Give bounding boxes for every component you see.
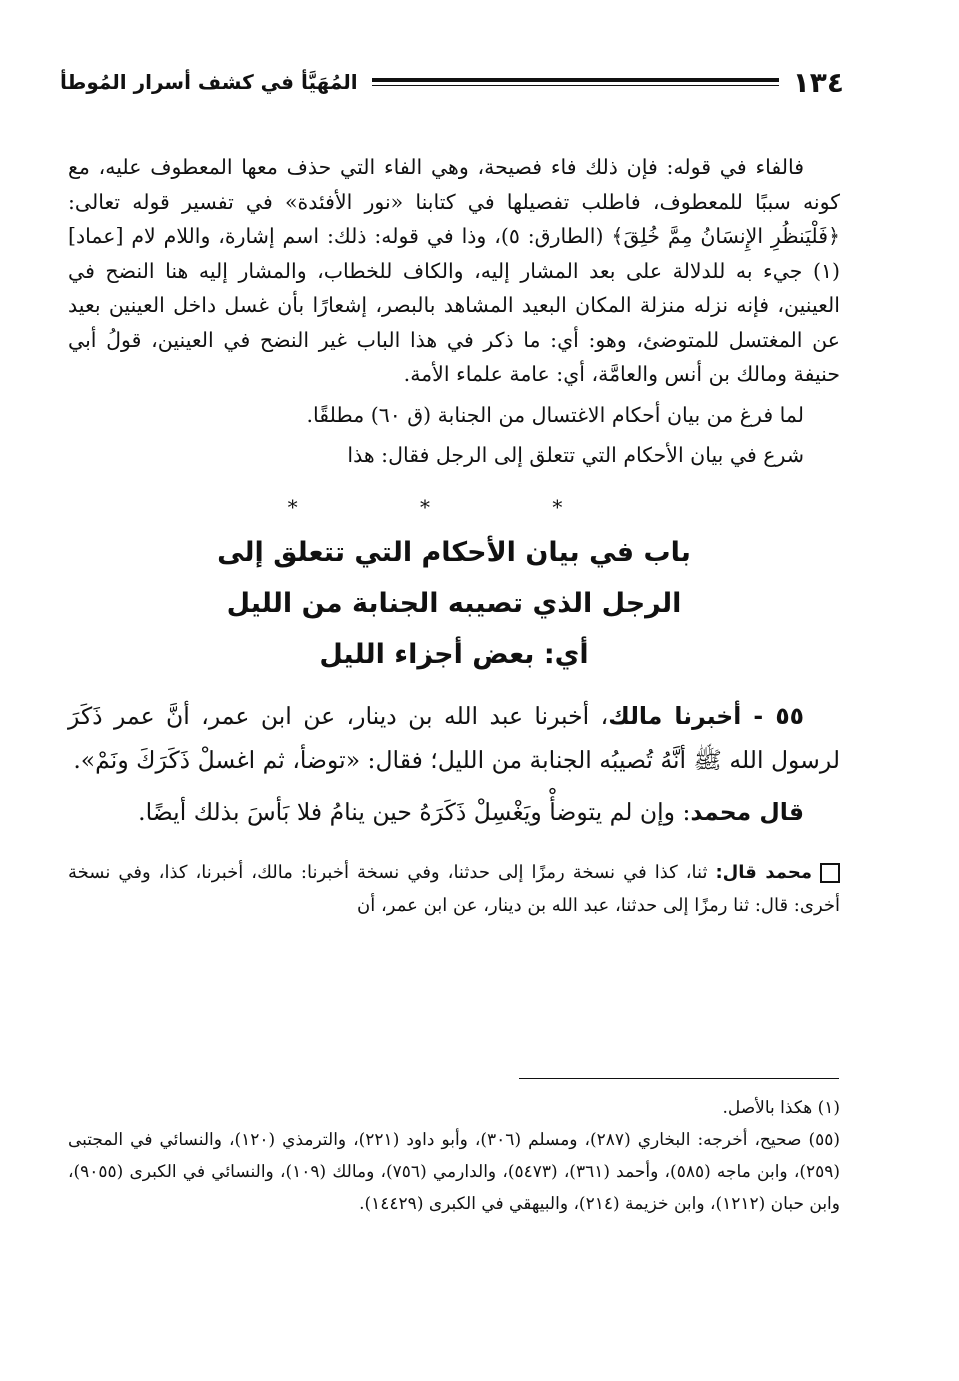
commentary-body: ثنا، كذا في نسخة رمزًا إلى حدثنا، وفي نسخة أخبرنا: مالك، أخبرنا، كذا، وفي نسخة أخرى: قال: ثنا رمزًا إلى حدثنا، عبد الله بن دينار، عن ابن عمر، أن	[68, 861, 840, 916]
paragraph: لما فرغ من بيان أحكام الاغتسال من الجنابة (ق ٦٠) مطلقًا.	[306, 402, 804, 427]
footnote: (٥٥) صحيح، أخرجه: البخاري (٢٨٧)، ومسلم (٣٠٦)، وأبو داود (٢٢١)، والترمذي (١٢٠)، والنسائي في المجتبى (٢٥٩)، وابن ماجه (٥٨٥)، وأحمد (٣٦١)، (٥٤٧٣)، والدارمي (٧٥٦)، ومالك (١٠٩)، والنسائي في الكبرى (٩٠٥٥)، وابن حبان (١٢١٢)، وابن خزيمة (٢١٤)، والبيهقي في الكبرى (١٤٤٢٩).	[68, 1130, 841, 1214]
chapter-heading-line: الرجل الذي تصيبه الجنابة من الليل	[226, 587, 682, 619]
chapter-heading-line: باب في بيان الأحكام التي تتعلق إلى	[217, 536, 691, 568]
hadith-block	[68, 694, 840, 834]
page-number: ١٣٤	[792, 65, 844, 99]
hadith-body: ، أخبرنا عبد الله بن دينار، عن ابن عمر، أنَّ عمر ذَكَرَ لرسول الله ﷺ أنَّهُ تُصيبُه الجنابة من الليل؛ فقال: «توضأ، ثم اغسلْ ذَكَرَكَ ونَمْ».	[68, 701, 840, 774]
running-title: المُهَيَّأ في كشف أسرار المُوطأ	[60, 70, 358, 94]
page-header	[60, 62, 844, 102]
qala-muhammad-label: قال محمد	[690, 797, 804, 826]
paragraph: شرع في بيان الأحكام التي تتعلق إلى الرجل فقال: هذا	[347, 443, 804, 467]
footnote: (١) هكذا بالأصل.	[722, 1098, 840, 1118]
paragraph: فالفاء في قوله: فإن ذلك فاء فصيحة، وهي الفاء التي حذف معها المعطوف عليه، مع كونه سببًا للمعطوف، فاطلب تفصيلها في كتابنا «نور الأفئدة» في تفسير قوله تعالى: ﴿فَلْيَنظُرِ الإِنسَانُ مِمَّ خُلِقَ﴾ (الطارق: ٥)، وذا في قوله: ذلك: اسم إشارة، واللام لام [عماد](١) جيء به للدلالة على بعد المشار إليه، والكاف للخطاب، والمشار إليه هنا النضح في العينين، فإنه نزله منزلة المكان البعيد المشاهد بالبصر، إشعارًا بأن غسل داخل العينين بعيد عن المغتسل للمتوضئ، وهو: أي: ما ذكر في هذا الباب غير النضح في العينين، قولُ أبي حنيفة ومالك بن أنس والعامَّة، أي: عامة علماء الأمة.	[68, 155, 840, 386]
hadith-comment	[68, 790, 840, 834]
footnotes	[68, 1092, 840, 1220]
commentary-text	[68, 856, 840, 922]
hadith-text	[68, 694, 840, 782]
header-rule	[372, 78, 779, 86]
chapter-heading-line: أي: بعض أجزاء الليل	[319, 638, 589, 670]
hadith-number: ٥٥ - أخبرنا مالك	[608, 701, 804, 730]
section-separator: * * *	[287, 494, 621, 519]
chapter-heading	[68, 527, 840, 680]
commentary-label: محمد قال:	[715, 861, 812, 883]
page-body	[68, 150, 840, 922]
footnote-divider	[519, 1078, 839, 1079]
square-marker-icon	[820, 863, 840, 883]
qala-muhammad-text: : وإن لم يتوضأْ ويَغْسِلْ ذَكَرَهُ حين ينامُ فلا بَأسَ بذلك أيضًا.	[138, 797, 691, 826]
commentary-block	[68, 856, 840, 922]
